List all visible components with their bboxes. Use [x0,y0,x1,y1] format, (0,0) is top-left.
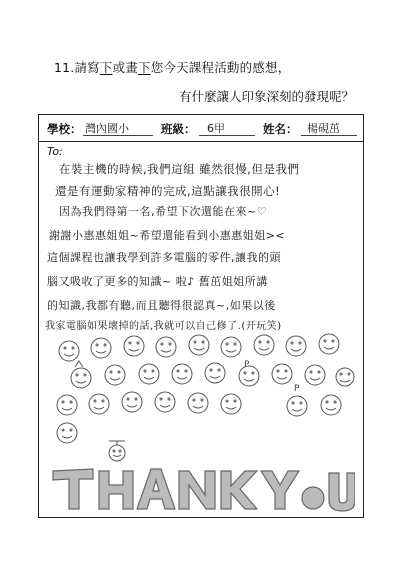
smiley-faces-drawing [39,115,365,519]
letter-line: 我家電腦如果壞掉的話,我就可以自己修了.(开玩笑) [45,321,282,332]
question-suffix: 您今天課程活動的感想， [150,60,291,75]
smiley-icon [254,335,274,355]
smiley-icon [286,336,306,356]
name-value: 楊硯茁 [307,122,340,135]
smiley-icon [188,393,208,413]
smiley-icon [109,441,125,461]
letter-line: 還是有運動家精神的完成,這點讓我很開心! [55,184,281,198]
letter-line: 因為我們得第一名,希望下次還能在來~♡ [59,205,268,218]
smiley-icon [189,335,209,355]
svg-text:P: P [294,384,300,394]
smiley-icon [122,392,142,412]
smiley-icon [156,337,176,357]
smiley-icon [221,394,241,414]
question-line-1 [54,58,290,76]
question-middle: 或畫 [112,60,138,75]
question-option-1: 下 [99,60,113,75]
name-label: 姓名： [263,122,298,136]
school-value: 灣內國小 [85,122,129,135]
letter-line: 謝謝小惠惠姐姐~希望還能看到小惠惠姐姐>< [49,229,286,242]
thank-you-drawing [49,465,355,513]
question-option-2: 下 [138,60,151,75]
smiley-icon [205,363,225,383]
thank-you-text: THANK YoU [49,465,55,466]
question-line-2: 有什麼讓人印象深刻的發現呢？ [179,89,355,104]
smiley-icon [221,337,241,357]
letter-line: 的知識,我都有聽,而且聽得很認真~,如果以後 [47,299,276,312]
salutation: To: [47,145,63,158]
smiley-icon [287,384,307,416]
smiley-icon [71,361,91,388]
letter-line: 這個課程也讓我學到許多電腦的零件,讓我的頭 [47,251,281,264]
smiley-icon [139,364,159,384]
letter-line: 腦又吸收了更多的知識~ 啦♪ 舊茁姐姐所講 [47,275,268,288]
smiley-icon [305,365,325,385]
letter-line: 在裝主機的時候,我們這組 雖然很慢,但是我們 [59,162,300,176]
smiley-icon [105,365,125,385]
smiley-icon [155,392,175,412]
smiley-icon [172,364,192,384]
svg-text:P: P [244,360,250,370]
smiley-icon [336,368,354,386]
smiley-icon [239,360,259,386]
smiley-icon [91,338,111,358]
answer-card [38,114,364,518]
smiley-icon [124,336,144,356]
question-number: 11. [54,60,75,75]
smiley-icon [57,395,77,415]
smiley-icon [272,364,292,384]
class-label: 班級： [161,122,196,136]
school-label: 學校： [47,122,82,136]
smiley-icon [59,341,79,361]
smiley-icon [321,395,341,415]
class-value: 6甲 [207,122,225,135]
smiley-icon [57,423,77,443]
smiley-icon [319,334,339,354]
smiley-icon [89,394,109,414]
question-prefix: 請寫 [74,60,100,75]
